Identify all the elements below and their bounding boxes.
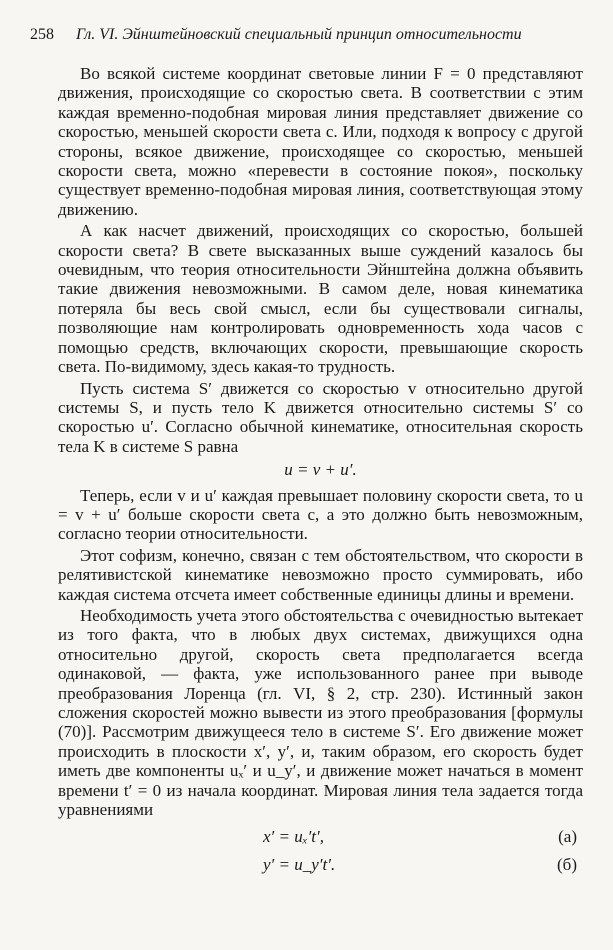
velocity-sum-formula: u = v + u′. [284, 460, 357, 480]
equation-expression: y′ = u_y′t′. [263, 855, 336, 875]
running-header [30, 26, 590, 44]
equation-tag: (б) [557, 855, 577, 875]
paragraph: Во всякой системе координат световые линии F = 0 представляют движения, происходящие со скоростью света. В соответствии с этим каждая временно-подобная мировая линия представляет движение со скоростью, меньшей скорости света c. Или, подходя к вопросу с другой стороны, всякое движение, происходящее со скоростью, меньшей скорости света, можно «перевести в состояние покоя», поскольку существует временно-подобная мировая линия, соответствующая этому движению. [58, 64, 583, 219]
paragraph: Пусть система S′ движется со скоростью v относительно другой системы S, и пусть тело K движется относительно системы S′ со скоростью u′. Согласно обычной кинематике, относительная скорость тела K в системе S равна [58, 378, 583, 456]
paragraph: Этот софизм, конечно, связан с тем обстоятельством, что скорости в релятивистской кинематике невозможно просто суммировать, ибо каждая система отсчета имеет собственные единицы длины и времени. [58, 545, 583, 604]
equation-a [58, 821, 583, 849]
running-title: Гл. VI. Эйнштейновский специальный принцип относительности [76, 26, 522, 43]
page-number: 258 [30, 26, 54, 43]
equation-expression: x′ = uₓ′t′, [263, 827, 324, 847]
paragraph: Необходимость учета этого обстоятельства с очевидностью вытекает из того факта, что в любых двух системах, движущихся одна относительно другой, скорость света предполагается всегда одинаковой, — факта, уже использованного ранее при выводе преобразования Лоренца (гл. VI, § 2, стр. 230). Истинный закон сложения скоростей можно вывести из этого преобразования [формулы (70)]. Рассмотрим движущееся тело в системе S′. Его движение может происходить в плоскости x′, y′, и, таким образом, его скорость будет иметь две компоненты uₓ′ и u_y′, и движение может начаться в момент времени t′ = 0 из начала координат. Мировая линия тела задается тогда уравнениями [58, 605, 583, 820]
paragraph: Теперь, если v и u′ каждая превышает половину скорости света, то u = v + u′ больше скорости света c, а это должно быть невозможным, согласно теории относительности. [58, 485, 583, 544]
page-body [58, 64, 583, 877]
equation-b [58, 849, 583, 877]
equation-tag: (a) [558, 827, 577, 847]
paragraph: А как насчет движений, происходящих со скоростью, большей скорости света? В свете высказанных выше суждений казалось бы очевидным, что теория относительности Эйнштейна должна объявить такие движения невозможными. В самом деле, новая кинематика потеряла бы весь свой смысл, если бы существовали сигналы, позволяющие нам контролировать одновременность хода часов с помощью средств, включающих скорости, превышающие скорость света. По-видимому, здесь какая-то трудность. [58, 221, 583, 377]
